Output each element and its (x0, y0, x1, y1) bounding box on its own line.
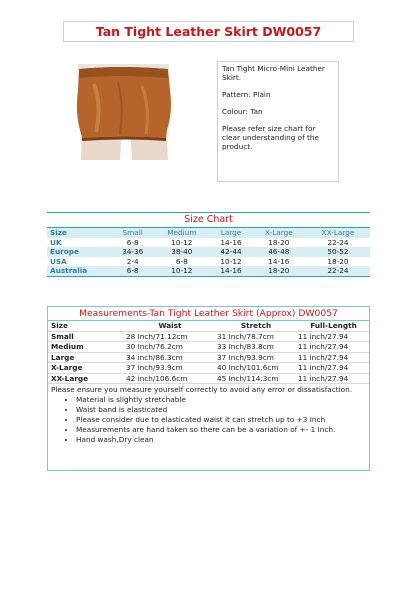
table-cell: 18-20 (252, 266, 306, 276)
table-cell: Large (48, 352, 123, 363)
table-cell: 34 inch/86.3cm (123, 352, 214, 363)
table-cell: 10-12 (153, 266, 210, 276)
table-header-cell: Waist (123, 321, 214, 331)
care-bullet-list (48, 395, 369, 445)
product-image (72, 64, 175, 160)
table-header-cell: Large (210, 228, 251, 238)
table-header-cell: Stretch (214, 321, 295, 331)
table-header-cell: Size (47, 228, 112, 238)
measurement-note: Please ensure you measure yourself correctly to avoid any error or dissatisfaction. (51, 385, 353, 394)
table-cell: 34-36 (112, 247, 153, 257)
measurements-caption: Measurements-Tan Tight Leather Skirt (Approx) DW0057 (48, 307, 369, 321)
table-cell: 28 Inch/71.12cm (123, 331, 214, 342)
table-cell: Australia (47, 266, 112, 276)
list-item: • Measurements are hand taken so there can be a variation of +- 1 Inch. (76, 425, 369, 435)
size-chart (47, 212, 370, 277)
table-header-cell: XX-Large (306, 228, 370, 238)
table-cell: 2-4 (126, 256, 139, 266)
table-cell: 11 inch/27.94 (295, 363, 369, 374)
table-cell: 14-16 (210, 266, 251, 276)
table-cell: 18-20 (327, 256, 349, 266)
list-item: • Hand wash,Dry clean (76, 435, 369, 445)
table-header-cell: Full-Length (295, 321, 369, 331)
table-cell: 37 inch/93.9cm (123, 363, 214, 374)
table-cell: 14-16 (268, 256, 290, 266)
list-item: • Waist band is elasticated (76, 405, 369, 415)
table-header-cell: Size (48, 321, 123, 331)
table-cell: 6-8 (112, 266, 153, 276)
table-cell: 40 Inch/101.6cm (214, 363, 295, 374)
table-row (47, 257, 370, 267)
table-row (48, 373, 369, 384)
description-line: Please refer size chart for clear understanding of the product. (222, 124, 320, 151)
table-cell: Small (48, 331, 123, 342)
measurements-table (48, 321, 369, 384)
table-cell: UK (50, 237, 62, 247)
table-cell: 50-52 (306, 247, 370, 257)
table-cell: 6-8 (175, 256, 188, 266)
table-cell: 10-12 (171, 237, 193, 247)
product-description (217, 61, 339, 182)
list-item: • Material is slightly stretchable (76, 395, 369, 405)
list-item: • Please consider due to elasticated waist it can stretch up to +3 Inch (76, 415, 369, 425)
table-cell: 37 Inch/93.9cm (214, 352, 295, 363)
measurements-section (47, 306, 370, 471)
table-cell: 38-40 (153, 247, 210, 257)
size-chart-table (47, 228, 370, 277)
table-row (48, 363, 369, 374)
table-cell: 14-16 (220, 237, 242, 247)
description-line: Colour: Tan (222, 107, 263, 116)
description-line: Tan Tight Micro-Mini Leather Skirt. (222, 64, 325, 82)
table-cell: 22-24 (327, 237, 349, 247)
table-cell: 18-20 (268, 237, 290, 247)
table-cell: 10-12 (220, 256, 242, 266)
table-cell: 42-44 (210, 247, 251, 257)
table-row (48, 331, 369, 342)
table-cell: Europe (47, 247, 112, 257)
table-row (47, 266, 370, 276)
table-cell: 30 Inch/76.2cm (123, 342, 214, 353)
table-cell: 42 inch/106.6cm (123, 373, 214, 384)
table-cell: X-Large (48, 363, 123, 374)
size-chart-caption: Size Chart (47, 213, 370, 228)
page-title: Tan Tight Leather Skirt DW0057 (63, 21, 354, 42)
table-cell: 11 inch/27.94 (295, 373, 369, 384)
table-header-row (47, 228, 370, 238)
table-header-row (48, 321, 369, 331)
table-header-cell: Small (112, 228, 153, 238)
table-cell: 45 Inch/114.3cm (214, 373, 295, 384)
table-cell: 22-24 (306, 266, 370, 276)
table-cell: 11 inch/27.94 (295, 352, 369, 363)
table-row (48, 352, 369, 363)
table-cell: 11 inch/27.94 (295, 331, 369, 342)
table-cell: USA (50, 256, 67, 266)
table-cell: 33 Inch/83.8cm (214, 342, 295, 353)
table-cell: 11 inch/27.94 (295, 342, 369, 353)
table-row (47, 238, 370, 248)
table-cell: 46-48 (252, 247, 306, 257)
table-header-cell: X-Large (252, 228, 306, 238)
table-cell: 6-8 (126, 237, 139, 247)
table-header-cell: Medium (153, 228, 210, 238)
table-cell: Medium (48, 342, 123, 353)
table-cell: 31 Inch/78.7cm (214, 331, 295, 342)
table-row (48, 342, 369, 353)
description-line: Pattern: Plain (222, 90, 271, 99)
table-cell: XX-Large (48, 373, 123, 384)
table-row (47, 247, 370, 257)
